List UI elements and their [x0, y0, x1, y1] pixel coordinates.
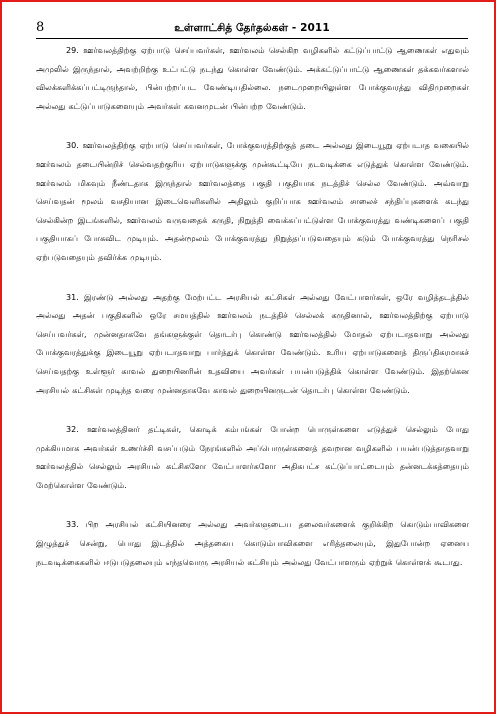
page-number: 8 [36, 20, 45, 35]
document-body [36, 42, 469, 702]
header-rule [36, 38, 468, 39]
paragraph-30: 30. ஊர்வலத்திற்கு ஏற்பாடு செய்பவர்கள், போக்குவரத்திற்குத் தடை அல்லது இடையூறு ஏற்படாத வகையில் ஊர்வலம் தடையின்றிச் செல்வதற்குரிய ஏற்பாடுகளுக்கு முன்கூட்டியே நடவடிக்கை எடுத்துக் கொள்ள வேண்டும். ஊர்வலம் மிகவும் நீண்டதாக இருந்தால் ஊர்வலத்தை பகுதி பகுதியாக நடத்திச் செல்ல வேண்டும். அவ்வாறு செய்வதன் மூலம் வசதியான இடைவெளிகளில் அதிலும் குறிப்பாக ஊர்வலம் சாலைச் சந்திப்புகளைக் கடந்து செல்கின்ற இடங்களில், ஊர்வலம் வருவதைக் கருதி, நிறுத்தி வைக்கப்பட்டுள்ள போக்குவரத்து வண்டிகளைப் பகுதி பகுதியாகப் போகவிட முடியும். அதன்மூலம் போக்குவரத்து நிறுத்தப்படுவதையும் கடும் போக்குவரத்து நெரிசல் ஏற்படுவதையும் தவிர்க்க முடியும். [36, 141, 469, 262]
paragraph-29: 29. ஊர்வலத்திற்கு ஏற்பாடு செய்பவர்கள், ஊர்வலம் செல்கிற வழிகளில் கட்டுப்பாட்டு ஆணைகள் எதுவும் அமுலில் இருந்தால், அவற்றிற்கு உட்பட்டு நடந்து கொள்ள வேண்டும். அக்கட்டுப்பாட்டு ஆணைகள் தக்கவர்களால் விலக்களிக்கப்பட்டிருந்தால், பின்பற்றப்பட வேண்டியதில்லை. நடைமுறையிலுள்ள போக்குவரத்து விதிமுறைகள் அல்லது கட்டுப்பாடுகளையும் அவர்கள் கவனமுடன் பின்பற்ற வேண்டும். [36, 46, 469, 111]
running-head: உள்ளாட்சித் தேர்தல்கள் - 2011 [174, 22, 330, 34]
paragraph-31: 31. இரண்டு அல்லது அதற்கு மேற்பட்ட அரசியல் கட்சிகள் அல்லது வேட்பாளர்கள், ஒரே வழித்தடத்தில் அல்லது அதன் பகுதிகளில் ஒரே சமயத்தில் ஊர்வலம் நடத்திச் செல்லக் கருதினால், ஊர்வலத்திற்கு ஏற்பாடு செய்பவர்கள், முன்னதாகவே தங்களுக்குள் தொடர்பு கொண்டு ஊர்வலத்தில் மோதல் ஏற்படாதவாறு அல்லது போக்குவரத்துக்கு இடையூறு ஏற்படாதவாறு பார்த்துக் கொள்ள வேண்டும். உரிய ஏற்பாடுகளைத் திருப்திகரமாகச் செய்வதற்கு உள்ளூர் காவல் துறையினரின் உதவியை அவர்கள் பயன்படுத்திக் கொள்ள வேண்டும். இதற்கென அரசியல் கட்சிகள் முடிந்த வரை முன்னதாகவே காவல் துறையினருடன் தொடர்பு கொள்ள வேண்டும். [36, 292, 469, 395]
paragraph-33: 33. பிற அரசியல் கட்சியினரை அல்லது அவர்களுடைய தலைவர்களைக் குறிக்கிற கொடும்பாவிகளை இழுத்துச் சென்று, பொது இடத்தில் அத்தகைய கொடும்பாவிகளை எரித்தலையும், இதுபோன்ற ஏனைய நடவடிக்கைகளில் ஈடுபடுதலையும் எந்தவொரு அரசியல் கட்சியும் அல்லது வேட்பாளரும் ஏற்றுக் கொள்ளக் கூடாது. [36, 520, 469, 567]
page-header [36, 19, 468, 39]
paragraph-32: 32. ஊர்வலத்தினர் தட்டிகள், கொடிக் கம்பங்கள் போன்ற பொருள்களை எடுத்துச் செல்லும் போது முக்கியமாக அவர்கள் உணர்ச்சி வசப்படும் நேரங்களில் அப்பொருள்களைத் தவறான வழிகளில் பயன்படுத்தாதவாறு ஊர்வலத்தில் செல்லும் அரசியல் கட்சிகளோ வேட்பாளர்களோ அதிகபட்ச கட்டுப்பாட்டையும் தன்னடக்கத்தையும் மேற்கொள்ள வேண்டும். [36, 425, 469, 490]
